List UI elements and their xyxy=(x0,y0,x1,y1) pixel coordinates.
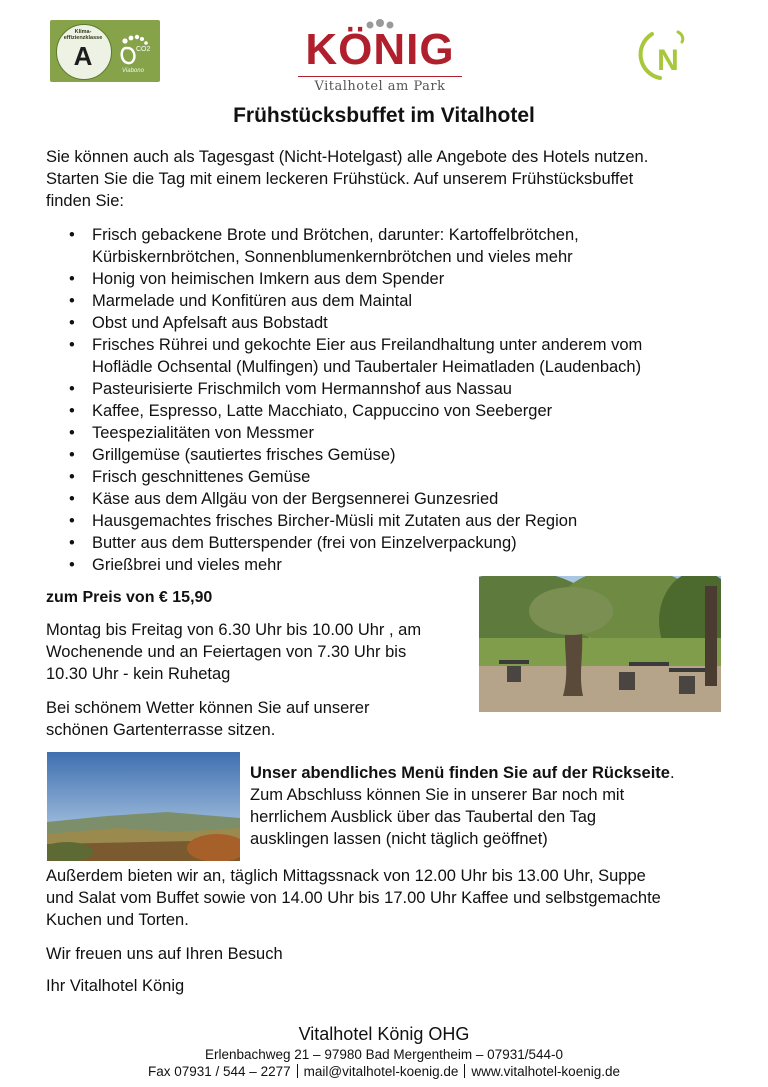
list-item xyxy=(46,290,736,312)
list-item-line: • Marmelade und Konfitüren aus dem Maintal xyxy=(92,292,413,310)
hours-line: Montag bis Freitag von 6.30 Uhr bis 10.00 Uhr , am xyxy=(46,621,422,639)
list-item-line: • Käse aus dem Allgäu von der Bergsennerei Gunzesried xyxy=(92,490,499,508)
logo-rule xyxy=(298,76,462,77)
price-label: zum Preis von € 15,90 xyxy=(46,589,213,606)
list-item-line: • Obst und Apfelsaft aus Bobstadt xyxy=(92,314,328,332)
footer-email[interactable]: mail@vitalhotel-koenig.de xyxy=(303,1064,459,1079)
list-item xyxy=(46,378,736,400)
list-item xyxy=(46,224,736,268)
list-item-line: • Teespezialitäten von Messmer xyxy=(92,424,314,442)
footer-fax: Fax 07931 / 544 – 2277 xyxy=(147,1064,291,1079)
terrace-line: schönen Gartenterrasse sitzen. xyxy=(46,721,276,739)
afternoon-offer xyxy=(46,865,736,931)
list-item-line: • Grießbrei und vieles mehr xyxy=(92,556,282,574)
hotel-logo xyxy=(292,16,468,98)
after-line: Außerdem bieten wir an, täglich Mittagssnack von 12.00 Uhr bis 13.00 Uhr, Suppe xyxy=(46,867,646,885)
list-item xyxy=(46,532,736,554)
list-item-line: • Grillgemüse (sautiertes frisches Gemüse) xyxy=(92,446,396,464)
list-item-line: • Frisch gebackene Brote und Brötchen, darunter: Kartoffelbrötchen, xyxy=(92,226,579,244)
valley-photo xyxy=(47,752,240,861)
list-item-line: • Hausgemachtes frisches Bircher-Müsli mit Zutaten aus der Region xyxy=(92,512,578,530)
menu-headline xyxy=(250,762,730,784)
list-item xyxy=(46,334,736,378)
hours-line: 10.30 Uhr - kein Ruhetag xyxy=(46,665,231,683)
footer-company: Vitalhotel König OHG xyxy=(298,1024,470,1044)
klima-label: Klima-effizienzklasse xyxy=(63,29,103,41)
list-item xyxy=(46,488,736,510)
footer-website[interactable]: www.vitalhotel-koenig.de xyxy=(471,1064,620,1079)
terrace-line: Bei schönem Wetter können Sie auf unserer xyxy=(46,699,370,717)
hours-line: Wochenende und an Feiertagen von 7.30 Uhr bis xyxy=(46,643,407,661)
list-item-line: • Frisches Rührei und gekochte Eier aus Freilandhaltung unter anderem vom xyxy=(92,336,643,354)
klima-class: A xyxy=(73,41,93,71)
klima-badge xyxy=(50,20,160,82)
intro-paragraph xyxy=(46,146,736,212)
list-item-line: • Pasteurisierte Frischmilch vom Hermannshof aus Nassau xyxy=(92,380,512,398)
intro-line: finden Sie: xyxy=(46,192,124,210)
svg-text:N: N xyxy=(657,44,679,77)
terrace-note xyxy=(46,697,466,741)
list-item xyxy=(46,444,736,466)
intro-line: Sie können auch als Tagesgast (Nicht-Hotelgast) alle Angebote des Hotels nutzen. xyxy=(46,148,649,166)
list-item xyxy=(46,400,736,422)
list-item xyxy=(46,510,736,532)
evening-menu-note xyxy=(250,762,730,850)
list-item-line: • Honig von heimischen Imkern aus dem Spender xyxy=(92,270,445,288)
klima-brand: Viabono xyxy=(122,68,144,74)
menu-line: Zum Abschluss können Sie in unserer Bar noch mit xyxy=(250,786,625,804)
list-item xyxy=(46,268,736,290)
list-item-line: Kürbiskernbrötchen, Sonnenblumenkernbrötchen und vieles mehr xyxy=(92,248,573,266)
logo-subtitle: Vitalhotel am Park xyxy=(314,79,446,94)
menu-headline-strong: Unser abendliches Menü finden Sie auf der Rückseite xyxy=(250,764,670,782)
signature: Ihr Vitalhotel König xyxy=(46,977,185,995)
list-item xyxy=(46,312,736,334)
footer-contact xyxy=(0,1064,768,1079)
buffet-list xyxy=(46,224,736,576)
menu-headline-suffix: . xyxy=(669,764,675,782)
page-title: Frühstücksbuffet im Vitalhotel xyxy=(233,104,535,127)
logo-name: KÖNIG xyxy=(305,25,455,74)
list-item xyxy=(46,466,736,488)
footer-divider xyxy=(297,1064,298,1078)
list-item-line: • Kaffee, Espresso, Latte Macchiato, Cappuccino von Seeberger xyxy=(92,402,553,420)
list-item-line: • Butter aus dem Butterspender (frei von Einzelverpackung) xyxy=(92,534,517,552)
opening-hours xyxy=(46,619,466,685)
co2-label: CO2 xyxy=(136,46,151,53)
list-item-line: • Frisch geschnittenes Gemüse xyxy=(92,468,311,486)
menu-line: ausklingen lassen (nicht täglich geöffnet) xyxy=(250,830,548,848)
thanks-text: Wir freuen uns auf Ihren Besuch xyxy=(46,945,283,963)
footer-divider xyxy=(464,1064,465,1078)
list-item xyxy=(46,554,736,576)
menu-line: herrlichem Ausblick über das Taubertal den Tag xyxy=(250,808,597,826)
footer-address: Erlenbachweg 21 – 97980 Bad Mergentheim – 07931/544-0 xyxy=(204,1047,563,1062)
sustainability-logo-icon xyxy=(638,26,694,82)
terrace-photo xyxy=(479,576,721,712)
after-line: Kuchen und Torten. xyxy=(46,911,189,929)
list-item-line: Hoflädle Ochsental (Mulfingen) und Taubertaler Heimatladen (Laudenbach) xyxy=(92,358,642,376)
intro-line: Starten Sie die Tag mit einem leckeren Frühstück. Auf unserem Frühstücksbuffet xyxy=(46,170,634,188)
list-item xyxy=(46,422,736,444)
after-line: und Salat vom Buffet sowie von 14.00 Uhr bis 17.00 Uhr Kaffee und selbstgemachte xyxy=(46,889,661,907)
